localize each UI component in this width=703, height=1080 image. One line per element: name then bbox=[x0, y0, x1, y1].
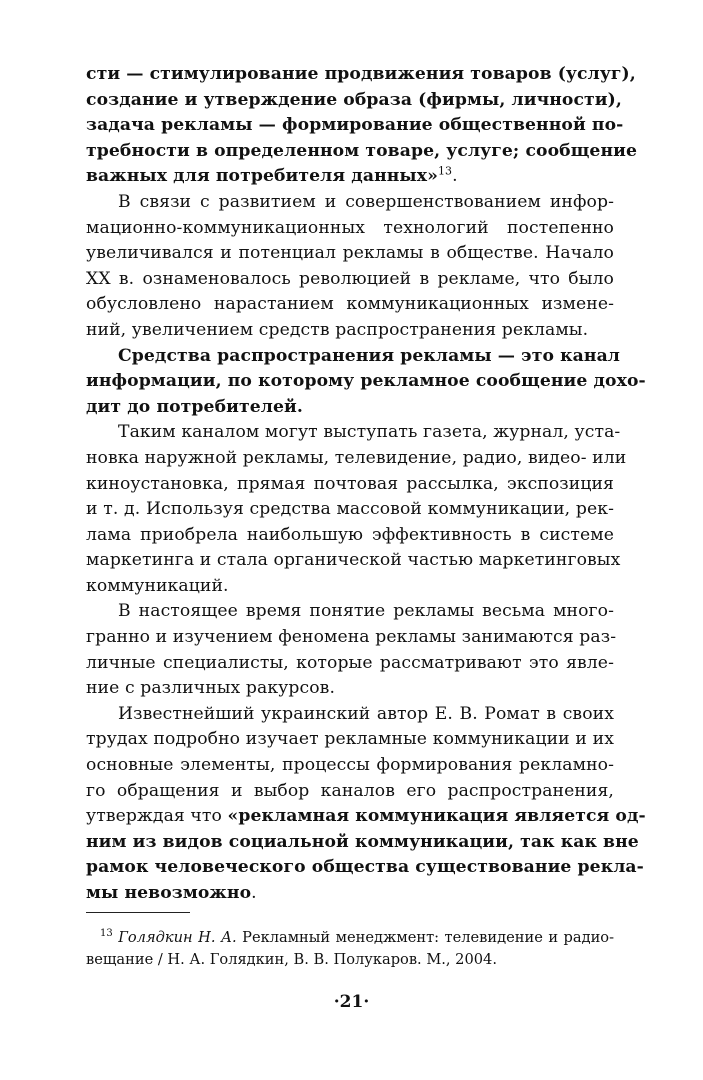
text-line: ний, увеличением средств распространения рекламы. bbox=[86, 319, 589, 340]
footnotes bbox=[86, 927, 614, 971]
footnote-line bbox=[86, 927, 614, 949]
footnote-divider bbox=[86, 912, 190, 913]
text-line: коммуникаций. bbox=[86, 575, 229, 596]
text-line: создание и утверждение образа (фирмы, личности), bbox=[86, 89, 622, 110]
text-fragment: утверждая что bbox=[86, 806, 228, 827]
text-fragment: важных для потребителя данных» bbox=[86, 166, 438, 187]
paragraph-technology bbox=[86, 190, 614, 344]
footnote-ref: 13 bbox=[437, 164, 453, 178]
text-fragment: . bbox=[452, 166, 458, 187]
paragraph-romat bbox=[86, 702, 646, 907]
paragraph-channels bbox=[86, 420, 627, 599]
text-line bbox=[86, 164, 614, 190]
text-line: гранно и изучением феномена рекламы занимаются раз- bbox=[86, 627, 617, 648]
text-fragment-bold: «рекламная коммуникация является од- bbox=[227, 806, 646, 827]
text-line: информации, по которому рекламное сообщение дохо- bbox=[86, 371, 646, 392]
text-line: трудах подробно изучает рекламные коммуникации и их bbox=[86, 729, 614, 750]
page-number: ·21· bbox=[333, 992, 370, 1012]
text-line bbox=[86, 804, 646, 830]
page-body bbox=[86, 62, 646, 907]
text-line: задача рекламы — формирование общественной по- bbox=[86, 115, 624, 136]
text-line: дит до потребителей. bbox=[86, 396, 303, 417]
text-fragment: Рекламный менеджмент: телевидение и радио- bbox=[236, 929, 615, 946]
text-line: ним из видов социальной коммуникации, так как вне bbox=[86, 831, 639, 852]
text-line: В связи с развитием и совершенствованием инфор- bbox=[118, 191, 614, 212]
footnote-line: вещание / Н. А. Голядкин, В. В. Полукаров. М., 2004. bbox=[86, 951, 497, 968]
footnote-number: 13 bbox=[100, 928, 113, 940]
text-line: увеличивался и потенциал рекламы в обществе. Начало bbox=[86, 243, 614, 264]
text-line: сти — стимулирование продвижения товаров (услуг), bbox=[86, 64, 636, 84]
footnote-author: Голядкин Н. А. bbox=[118, 929, 237, 946]
text-line: личные специалисты, которые рассматривают это явле- bbox=[86, 652, 614, 673]
text-line: киноустановка, прямая почтовая рассылка, экспозиция bbox=[86, 473, 614, 494]
text-line: и т. д. Используя средства массовой коммуникации, рек- bbox=[86, 499, 614, 520]
text-fragment: . bbox=[251, 883, 257, 903]
text-line: основные элементы, процессы формирования рекламно- bbox=[86, 755, 614, 776]
text-line: Средства распространения рекламы — это канал bbox=[118, 345, 621, 366]
text-line: Известнейший украинский автор Е. В. Ромат в своих bbox=[118, 703, 614, 724]
text-line: го обращения и выбор каналов его распространения, bbox=[86, 780, 614, 801]
text-line: маркетинга и стала органической частью маркетинговых bbox=[86, 550, 621, 571]
text-line: новка наружной рекламы, телевидение, радио, видео- или bbox=[86, 447, 627, 468]
text-line: мационно-коммуникационных технологий постепенно bbox=[86, 217, 614, 238]
text-line: ние с различных ракурсов. bbox=[86, 678, 336, 699]
text-line: XX в. ознаменовалось революцией в рекламе, что было bbox=[86, 268, 614, 289]
paragraph-definition bbox=[86, 344, 646, 421]
text-line: требности в определенном товаре, услуге; сообщение bbox=[86, 140, 638, 161]
text-line: лама приобрела наибольшую эффективность в системе bbox=[86, 524, 614, 545]
text-line: В настоящее время понятие рекламы весьма много- bbox=[118, 601, 614, 622]
text-line bbox=[86, 881, 614, 907]
text-fragment-bold: мы невозможно bbox=[86, 883, 252, 903]
text-line: рамок человеческого общества существование рекла- bbox=[86, 857, 644, 878]
paragraph-quote-continuation bbox=[86, 62, 638, 190]
paragraph-concept bbox=[86, 599, 617, 701]
text-line: Таким каналом могут выступать газета, журнал, уста- bbox=[118, 422, 621, 443]
text-line: обусловлено нарастанием коммуникационных измене- bbox=[86, 294, 614, 315]
